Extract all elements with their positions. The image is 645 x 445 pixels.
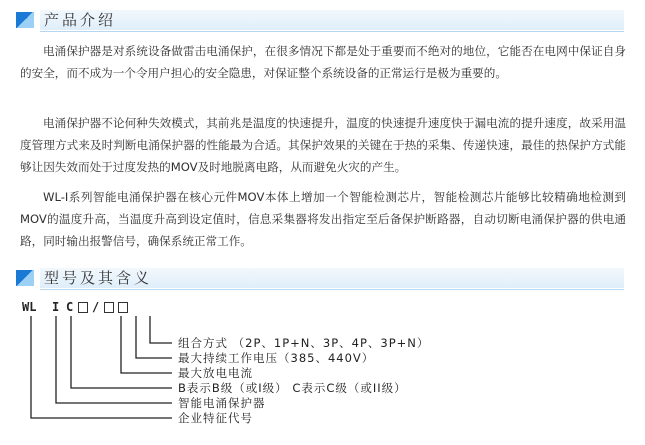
section-title: 产品介绍 (44, 11, 117, 29)
section-marker-icon (16, 270, 34, 286)
code-part-class: C (66, 300, 74, 314)
legend-discharge-current: 最大放电电流 (178, 366, 253, 380)
legend-company-code: 企业特征代号 (178, 411, 253, 425)
header-underline (40, 31, 624, 32)
code-slash: / (92, 300, 100, 314)
code-box-voltage (104, 302, 114, 313)
section-title: 型号及其含义 (44, 269, 153, 287)
legend-class: B表示B级（或I级） C表示C级（或II级） (178, 381, 407, 395)
code-box-combination (118, 302, 128, 313)
code-box-current (78, 302, 88, 313)
code-part-company: WL (22, 300, 37, 314)
code-part-intelligent: I (52, 300, 60, 314)
section-marker-icon (16, 12, 34, 28)
section-header-model-meaning (0, 266, 624, 290)
paragraph-1: 电涌保护器是对系统设备做雷击电涌保护，在很多情况下都是处于重要而不绝对的地位，它能否在电网中保证自身的安全，而不成为一个令用户担心的安全隐患，对保证整个系统设备的正常运行是极为重要的。 (20, 44, 626, 80)
header-bar (40, 10, 624, 30)
legend-combination: 组合方式 （2P、1P+N、3P、4P、3P+N） (178, 336, 430, 350)
legend-voltage: 最大持续工作电压（385、440V） (178, 351, 375, 365)
paragraph-3: WL-I系列智能电涌保护器在核心元件MOV本体上增加一个智能检测芯片，智能检测芯片能够比较精确地检测到MOV的温度升高，当温度升高到设定值时，信息采集器将发出指定至后备保护断路器，自动切断电涌保护器的供电通路，同时输出报警信号，确保系统正常工作。 (20, 190, 626, 248)
section-header-product-intro (0, 8, 624, 32)
paragraph-2: 电涌保护器不论何种失效模式，其前兆是温度的快速提升，温度的快速提升速度快于漏电流的提升速度，故采用温度管理方式来及时判断电涌保护器的性能最为合适。其保护效果的关键在于热的采集、传递快速，最佳的热保护方式能够让因失效而处于过度发热的MOV及时地脱离电路，从而避免火灾的产生。 (20, 116, 626, 174)
legend-intelligent: 智能电涌保护器 (178, 396, 266, 410)
